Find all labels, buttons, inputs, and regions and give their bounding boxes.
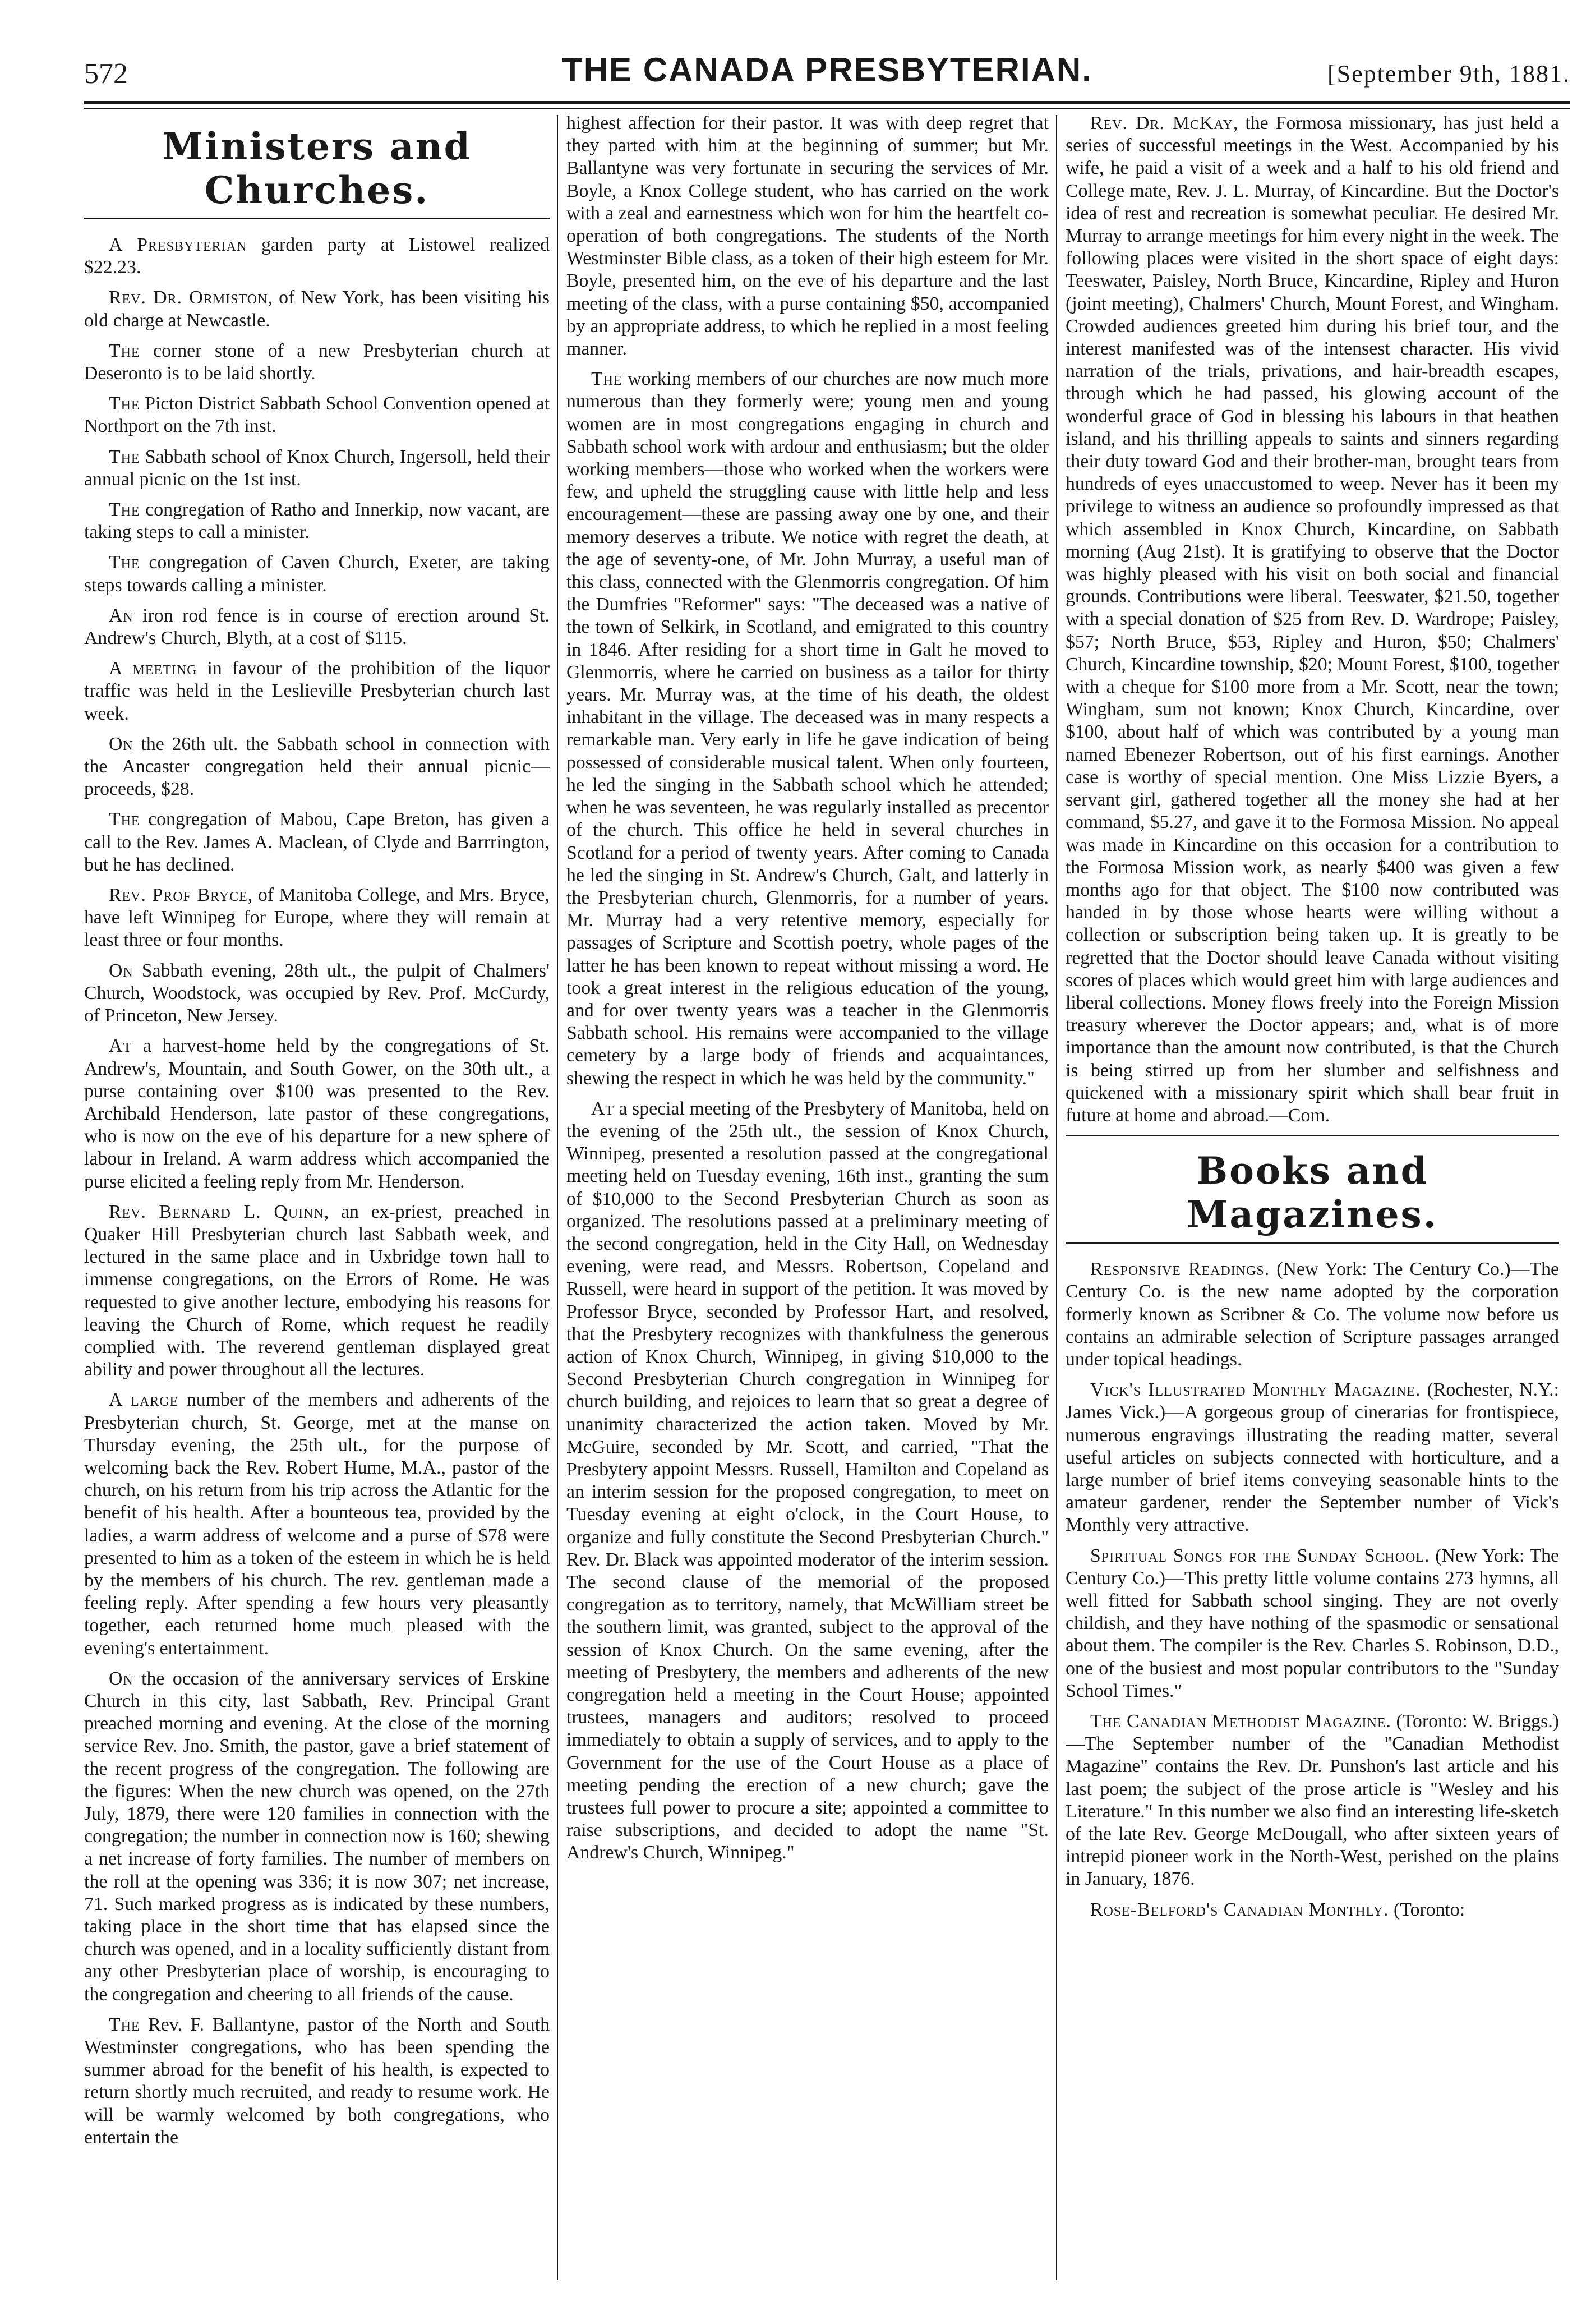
- newspaper-page: [84, 39, 1570, 2305]
- paragraph-text: congregation of Mabou, Cape Breton, has given a call to the Rev. James A. Maclean, of Clyde and Barrrington, but he has declined.: [84, 809, 550, 875]
- article-paragraph: [1066, 1258, 1559, 1371]
- section-divider: [1066, 1135, 1559, 1136]
- header-rule: [84, 101, 1570, 104]
- paragraph-text: garden party at Listowel realized $22.23.: [84, 234, 550, 278]
- paragraph-lead: The Canadian Methodist Magazine.: [1090, 1711, 1391, 1732]
- paragraph-text: congregation of Ratho and Innerkip, now vacant, are taking steps to call a minister.: [84, 499, 550, 543]
- paragraph-lead: The: [108, 809, 140, 830]
- paragraph-lead: The: [108, 499, 140, 521]
- paragraph-lead: At: [591, 1098, 615, 1119]
- article-paragraph: [84, 1668, 550, 2006]
- article-paragraph: [84, 287, 550, 332]
- article-paragraph: [84, 340, 550, 385]
- column-3: [1066, 112, 1559, 2283]
- article-paragraph: [84, 2014, 550, 2149]
- paragraph-text: , of New York, has been visiting his old charge at Newcastle.: [84, 287, 550, 331]
- paragraph-lead: Rev. Bernard L. Quinn: [108, 1201, 324, 1222]
- paragraph-lead: The: [108, 393, 140, 415]
- paragraph-text: a special meeting of the Presbytery of Manitoba, held on the evening of the 25th ult., the session of Knox Church, Winnipeg, presented a resolution passed at the congregational meeting held on Tuesday evening, 16th inst., granting the sum of $10,000 to the Second Presbyterian Church as soon as organized. The resolutions passed at a preliminary meeting of the second congregation, held in the City Hall, on Wednesday evening, were read, and Messrs. Robertson, Copeland and Russell, were heard in support of the petition. It was moved by Professor Bryce, seconded by Professor Hart, and resolved, that the Presbytery recognizes with thankfulness the generous action of Knox Church, Winnipeg, in giving $10,000 to the Second Presbyterian Church congregation in Winnipeg for church building, and rejoices to learn that so great a degree of unanimity characterized the action taken. Moved by Mr. McGuire, seconded by Mr. Scott, and carried, "That the Presbytery appoint Messrs. Russell, Hamilton and Copeland as an interim session for the proposed congregation, to meet on Tuesday evening at eight o'clock, in the Court House, to organize and fully constitute the Second Presbyterian Church." Rev. Dr. Black was appointed moderator of the interim session. The second clause of the memorial of the proposed congregation as to territory, namely, that McWilliam street be the southern limit, was granted, subject to the approval of the session of Knox Church. On the same evening, after the meeting of Presbytery, the members and adherents of the new congregation held a meeting in the Court House; appointed trustees, managers and auditors; resolved to proceed immediately to obtain a supply of services, and to apply to the Government for the use of the Court House as a place of meeting pending the erection of a new church; gave the trustees full power to procure a site; appointed a committee to raise subscriptions, and decided to adopt the name "St. Andrew's Church, Winnipeg.": [566, 1098, 1049, 1863]
- books-and-magazines-heading: [1066, 1149, 1559, 1244]
- column-1: [84, 112, 550, 2283]
- paragraph-lead: The: [108, 2014, 140, 2035]
- paragraph-text: highest affection for their pastor. It was with deep regret that they parted with him at the beginning of summer; but Mr. Ballantyne was very fortunate in securing the services of Mr. Boyle, a Knox College student, who has carried on the work with a zeal and earnestness which won for him the heartfelt co-operation of both congregations. The students of the North Westminster Bible class, as a token of their high esteem for Mr. Boyle, presented him, on the eve of his departure and the last meeting of the class, with a purse containing $50, accompanied by an appropriate address, to which he replied in a most feeling manner.: [566, 113, 1049, 360]
- paragraph-text: in favour of the prohibition of the liquor traffic was held in the Leslieville Presbyterian church last week.: [84, 658, 550, 724]
- paragraph-text: (Toronto: W. Briggs.)—The September number of the "Canadian Methodist Magazine" contains the Rev. Dr. Punshon's last article and his last poem; the subject of the prose article is "Wesley and his Literature." In this number we also find an interesting life-sketch of the late Rev. George McDougall, who after sixteen years of intrepid pioneer work in the North-West, perished on the plains in January, 1876.: [1066, 1711, 1559, 1890]
- article-paragraph: [1066, 1545, 1559, 1702]
- paragraph-lead: At: [108, 1036, 132, 1057]
- article-paragraph: [84, 657, 550, 725]
- article-paragraph: [566, 112, 1049, 360]
- paragraph-text: Sabbath evening, 28th ult., the pulpit of Chalmers' Church, Woodstock, was occupied by Rev. Prof. McCurdy, of Princeton, New Jersey.: [84, 960, 550, 1027]
- article-paragraph: [84, 960, 550, 1028]
- paragraph-text: congregation of Caven Church, Exeter, are taking steps towards calling a minister.: [84, 552, 550, 596]
- paragraph-text: a harvest-home held by the congregations of St. Andrew's, Mountain, and South Gower, on the 30th ult., a purse containing over $100 was presented to the Rev. Archibald Henderson, late pastor of these congregations, who is now on the eve of his departure for a new sphere of labour in Ireland. A warm address which accompanied the purse elicited a feeling reply from Mr. Henderson.: [84, 1036, 550, 1192]
- running-head: [84, 45, 1570, 118]
- paragraph-lead: Rev. Prof Bryce: [108, 885, 248, 906]
- section-title: Ministers and Churches.: [84, 125, 550, 219]
- paragraph-lead: The: [108, 340, 140, 361]
- paragraph-lead: An: [108, 605, 133, 626]
- column-divider: [557, 115, 558, 2280]
- column-2: [566, 112, 1049, 2283]
- issue-date: [September 9th, 1881.: [1327, 60, 1570, 88]
- article-paragraph: [84, 551, 550, 596]
- article-paragraph: [84, 234, 550, 279]
- paragraph-lead: On: [108, 1668, 133, 1689]
- paragraph-text: Rev. F. Ballantyne, pastor of the North and South Westminster congregations, who has been spending the summer abroad for the benefit of his health, is expected to return shortly much recruited, and ready to resume work. He will be warmly welcomed by both congregations, who entertain the: [84, 2014, 550, 2148]
- article-paragraph: [84, 605, 550, 650]
- paragraph-text: (Toronto:: [1389, 1899, 1465, 1920]
- paragraph-text: corner stone of a new Presbyterian church at Deseronto is to be laid shortly.: [84, 340, 550, 384]
- header-rule-thin: [84, 108, 1570, 109]
- paragraph-text: Sabbath school of Knox Church, Ingersoll, held their annual picnic on the 1st inst.: [84, 446, 550, 490]
- paragraph-text: number of the members and adherents of the Presbyterian church, St. George, met at the manse on Thursday evening, the 25th ult., for the purpose of welcoming back the Rev. Robert Hume, M.A., pastor of the church, on his return from his trip across the Atlantic for the benefit of his health. After a bounteous tea, provided by the ladies, a warm address of welcome and a purse of $78 were presented to him as a token of the esteem in which he is held by the members of his church. The rev. gentleman made a feeling reply. After spending a few hours very pleasantly together, each returned home much pleased with the evening's entertainment.: [84, 1389, 550, 1659]
- article-paragraph: [1066, 112, 1559, 1127]
- paragraph-text: (Rochester, N.Y.: James Vick.)—A gorgeous group of cinerarias for frontispiece, numerous engravings illustrating the reading matter, several useful articles on subjects connected with horticulture, and a large number of brief items conveying seasonable hints to the amateur gardener, render the September number of Vick's Monthly very attractive.: [1066, 1379, 1559, 1536]
- article-paragraph: [1066, 1379, 1559, 1536]
- article-paragraph: [84, 808, 550, 876]
- paragraph-lead: Rev. Dr. McKay: [1090, 113, 1233, 134]
- article-paragraph: [84, 884, 550, 952]
- paragraph-lead: Responsive Readings.: [1090, 1259, 1270, 1280]
- paragraph-lead: Spiritual Songs for the Sunday School.: [1090, 1545, 1430, 1566]
- article-paragraph: [1066, 1899, 1559, 1921]
- paragraph-list: [1066, 112, 1559, 1127]
- paragraph-lead: On: [108, 733, 133, 754]
- article-paragraph: [84, 1201, 550, 1382]
- ministers-and-churches-heading: [84, 125, 550, 219]
- article-paragraph: [84, 1389, 550, 1659]
- paragraph-lead: The: [108, 552, 140, 573]
- paragraph-text: (New York: The Century Co.)—This pretty little volume contains 273 hymns, all well fitted for Sabbath school singing. They are not overly childish, and they have nothing of the spasmodic or sensational about them. The compiler is the Rev. Charles S. Robinson, D.D., one of the busiest and most popular contributors to the "Sunday School Times.": [1066, 1545, 1559, 1701]
- paragraph-text: Picton District Sabbath School Convention opened at Northport on the 7th inst.: [84, 393, 550, 437]
- paragraph-list: [566, 112, 1049, 1865]
- paragraph-text: the occasion of the anniversary services of Erskine Church in this city, last Sabbath, Rev. Principal Grant preached morning and evening. At the close of the morning service Rev. Jno. Smith, the pastor, gave a brief statement of the recent progress of the congregation. The following are the figures: When the new church was opened, on the 27th July, 1879, there were 120 families in connection with the congregation; the number in connection now is 160; shewing a net increase of forty families. The number of members on the roll at the opening was 336; it is now 307; net increase, 71. Such marked progress as is indicated by these numbers, taking place in the short time that has elapsed since the church was opened, and in a locality sufficiently distant from any other Presbyterian place of worship, is encouraging to the congregation and cheering to all friends of the cause.: [84, 1668, 550, 2005]
- paragraph-text: iron rod fence is in course of erection around St. Andrew's Church, Blyth, at a cost of $115.: [84, 605, 550, 649]
- paragraph-lead: A large: [108, 1389, 179, 1411]
- paragraph-lead: A meeting: [108, 658, 197, 679]
- paragraph-list: [1066, 1258, 1559, 1921]
- paragraph-lead: The: [108, 446, 140, 467]
- paragraph-text: the 26th ult. the Sabbath school in connection with the Ancaster congregation held their annual picnic—proceeds, $28.: [84, 733, 550, 800]
- paragraph-lead: A Presbyterian: [108, 234, 247, 255]
- article-paragraph: [84, 393, 550, 438]
- article-paragraph: [566, 368, 1049, 1090]
- paragraph-lead: Rev. Dr. Ormiston: [108, 287, 268, 309]
- paragraph-lead: Rose-Belford's Canadian Monthly.: [1090, 1899, 1389, 1920]
- article-paragraph: [1066, 1710, 1559, 1891]
- paragraph-text: , the Formosa missionary, has just held a series of successful meetings in the West. Accompanied by his wife, he paid a visit of a week and a half to his old friend and College mate, Rev. J. L. Murray, of Kincardine. But the Doctor's idea of rest and recreation is somewhat peculiar. He desired Mr. Murray to arrange meetings for him every night in the week. The following places were visited in the short space of eight days: Teeswater, Paisley, North Bruce, Kincardine, Ripley and Huron (joint meeting), Chalmers' Church, Mount Forest, and Wingham. Crowded audiences greeted him during his brief tour, and the interest manifested was of the intensest character. His vivid narration of the trials, privations, and hair-breadth escapes, through which he had passed, his glowing account of the wonderful grace of God in blessing his labours in that heathen island, and his thrilling appeals to saints and sinners regarding their duty toward God and their brother-man, brought tears from hundreds of eyes unaccustomed to weep. Never has it been my privilege to witness an audience so profoundly impressed as that which assembled in Knox Church, Kincardine, on Sabbath morning (Aug 21st). It is gratifying to observe that the Doctor was highly pleased with his visit on both social and financial grounds. Contributions were liberal. Teeswater, $21.50, together with a special donation of $25 from Rev. D. Wardrope; Paisley, $57; North Bruce, $53, Ripley and Huron, $50; Chalmers' Church, Kincardine township, $20; Mount Forest, $100, together with a cheque for $100 more from a Mr. Scott, near the town; Wingham, sum not known; Knox Church, Kincardine, over $100, about half of which was contributed by a young man named Ebenezer Robertson, out of his first earnings. Another case is worthy of special mention. One Miss Lizzie Byers, a servant girl, gathered together all the money she had at her command, $5.27, and gave it to the Formosa Mission. No appeal was made in Kincardine on this occasion for a contribution to the Formosa Mission work, as nearly $400 was given a few months ago for that object. The $100 now contributed was handed in by those whose hearts were willing without a collection or subscription being taken up. It is greatly to be regretted that the Doctor should leave Canada without visiting scores of places which would greet him with large audiences and liberal collections. Money flows freely into the Foreign Mission treasury wherever the Doctor appears; and, what is of more importance than the amount now contributed, is that the Church is being stirred up from her slumber and selfishness and quickened with a missionary spirit which shall bear fruit in future at home and abroad.—Com.: [1066, 113, 1559, 1126]
- paragraph-text: working members of our churches are now much more numerous than they formerly were; young men and young women are in most congregations engaging in church and Sabbath school work with ardour and enthusiasm; but the older working members—those who worked when the workers were few, and upheld the struggling cause with little help and less encouragement—these are passing away one by one, and their memory deserves a tribute. We notice with regret the death, at the age of seventy-one, of Mr. John Murray, a useful man of this class, connected with the Glenmorris congregation. Of him the Dumfries "Reformer" says: "The deceased was a native of the town of Selkirk, in Scotland, and emigrated to this country in 1846. After residing for a short time in Galt he moved to Glenmorris, where he carried on business as a tailor for thirty years. Mr. Murray was, at the time of his death, the oldest inhabitant in the village. The deceased was in many respects a remarkable man. Very early in life he gave indication of being possessed of considerable musical talent. When only fourteen, he led the singing in the Sabbath school which he attended; when he was seventeen, he was regularly installed as precentor of the church. This office he held in several churches in Scotland for a period of twenty years. After coming to Canada he led the singing in St. Andrew's Church, Galt, and latterly in the Presbyterian church, Glenmorris, for a number of years. Mr. Murray had a very retentive memory, especially for passages of Scripture and Scottish poetry, whole pages of the latter he has been known to repeat without missing a word. He took a great interest in the religious education of the young, and for over twenty years was a teacher in the Glenmorris Sabbath school. His remains were accompanied to the village cemetery by a large body of friends and acquaintances, shewing the respect in which he was held by the community.": [566, 369, 1049, 1089]
- paragraph-lead: On: [108, 960, 133, 981]
- article-paragraph: [84, 1035, 550, 1193]
- article-paragraph: [566, 1098, 1049, 1865]
- masthead: THE CANADA PRESBYTERIAN.: [562, 51, 1092, 89]
- column-divider: [1056, 115, 1057, 2280]
- section-title: Books and Magazines.: [1066, 1149, 1559, 1244]
- paragraph-lead: Vick's Illustrated Monthly Magazine.: [1090, 1379, 1421, 1401]
- paragraph-text: , an ex-priest, preached in Quaker Hill Presbyterian church last Sabbath week, and lectured in the same place and in Uxbridge town hall to immense congregations, on the Errors of Rome. He was requested to give another lecture, embodying his reasons for leaving the Church of Rome, which request he readily complied with. The reverend gentleman displayed great ability and power throughout all the lectures.: [84, 1201, 550, 1380]
- article-paragraph: [84, 446, 550, 491]
- paragraph-text: , of Manitoba College, and Mrs. Bryce, have left Winnipeg for Europe, where they will remain at least three or four months.: [84, 885, 550, 951]
- article-paragraph: [84, 499, 550, 544]
- paragraph-list: [84, 234, 550, 2149]
- page-number: 572: [84, 58, 128, 90]
- article-paragraph: [84, 733, 550, 801]
- paragraph-lead: The: [591, 369, 622, 390]
- paragraph-text: (New York: The Century Co.)—The Century Co. is the new name adopted by the corporation formerly known as Scribner & Co. The volume now before us contains an admirable selection of Scripture passages arranged under topical headings.: [1066, 1259, 1559, 1370]
